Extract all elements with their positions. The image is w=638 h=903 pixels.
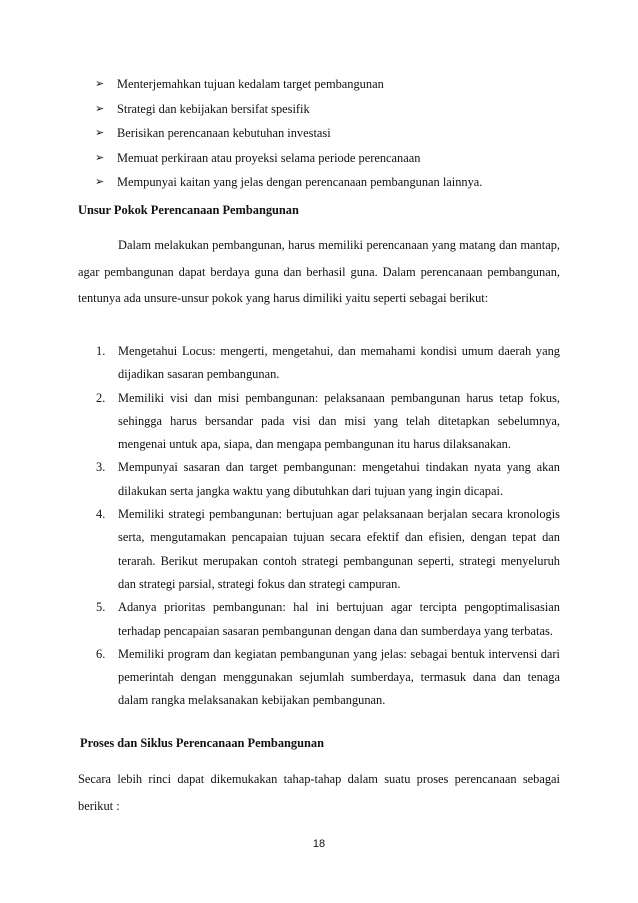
bullet-text: Strategi dan kebijakan bersifat spesifik (117, 101, 310, 116)
bullet-text: Memuat perkiraan atau proyeksi selama periode perencanaan (117, 150, 421, 165)
bullet-text: Mempunyai kaitan yang jelas dengan perencanaan pembangunan lainnya. (117, 175, 483, 189)
list-item (78, 503, 560, 596)
numbered-list (78, 340, 560, 713)
arrow-bullet-icon: ➢ (95, 101, 105, 115)
list-item-text: Memiliki visi dan misi pembangunan: pelaksanaan pembangunan harus tetap fokus, sehingga harus bersandar pada visi dan misi yang telah ditetapkan sebelumnya, mengenai untuk apa, siapa, dan mengapa pembangunan itu harus dilaksanakan. (118, 390, 560, 452)
list-item-text: Adanya prioritas pembangunan: hal ini bertujuan agar tercipta pengoptimalisasian terhadap pencapaian sasaran pembangunan dengan dana dan sumberdaya yang terbatas. (118, 600, 560, 638)
list-item (78, 387, 560, 457)
bullet-text: Menterjemahkan tujuan kedalam target pembangunan (117, 77, 384, 91)
list-number: 3. (96, 460, 106, 475)
bullet-item (95, 97, 575, 122)
arrow-bullet-icon: ➢ (95, 126, 105, 139)
section-intro-paragraph: Dalam melakukan pembangunan, harus memiliki perencanaan yang matang dan mantap, agar pembangunan dapat berdaya guna dan berhasil guna. Dalam perencanaan pembangunan, tentunya ada unsure-unsur pokok yang harus dimiliki yaitu seperti sebagai berikut: (78, 238, 560, 306)
bullet-item (95, 121, 575, 146)
list-number: 2. (96, 390, 106, 405)
arrow-bullet-icon: ➢ (95, 77, 105, 90)
list-item (78, 596, 560, 643)
page-number: 18 (312, 838, 326, 850)
bullet-item (95, 170, 575, 195)
bullet-text: Berisikan perencanaan kebutuhan investasi (117, 126, 331, 140)
bullet-list (95, 72, 575, 195)
list-item (78, 643, 560, 713)
list-item-text: Memiliki program dan kegiatan pembangunan yang jelas: sebagai bentuk intervensi dari pemerintah dengan menggunakan sejumlah sumberdaya, termasuk dana dan tenaga dalam rangka melaksanakan kebijakan pembangunan. (118, 646, 560, 708)
list-item-text: Mengetahui Locus: mengerti, mengetahui, dan memahami kondisi umum daerah yang dijadikan sasaran pembangunan. (118, 344, 560, 382)
list-number: 6. (96, 646, 106, 661)
list-number: 1. (96, 344, 106, 358)
bullet-item (95, 146, 575, 171)
list-number: 4. (96, 507, 106, 522)
arrow-bullet-icon: ➢ (95, 150, 105, 164)
list-number: 5. (96, 600, 106, 615)
section2-intro-paragraph: Secara lebih rinci dapat dikemukakan tahap-tahap dalam suatu proses perencanaan sebagai berikut : (78, 772, 560, 813)
list-item (78, 456, 560, 503)
list-item-text: Mempunyai sasaran dan target pembangunan: mengetahui tindakan nyata yang akan dilakukan serta jangka waktu yang dibutuhkan dari tujuan yang ingin dicapai. (118, 460, 560, 498)
section-heading-unsur-pokok: Unsur Pokok Perencanaan Pembangunan (78, 203, 299, 217)
list-item-text: Memiliki strategi pembangunan: bertujuan agar pelaksanaan berjalan secara kronologis serta, mengutamakan pencapaian tujuan secara efektif dan efisien, dengan tepat dan terarah. Berikut merupakan contoh strategi pembangunan seperti, strategi menyeluruh dan strategi parsial, strategi fokus dan strategi campuran. (118, 507, 560, 591)
list-item (78, 340, 560, 387)
section-heading-proses-siklus: Proses dan Siklus Perencanaan Pembangunan (80, 736, 324, 750)
arrow-bullet-icon: ➢ (95, 175, 105, 188)
bullet-item (95, 72, 575, 97)
